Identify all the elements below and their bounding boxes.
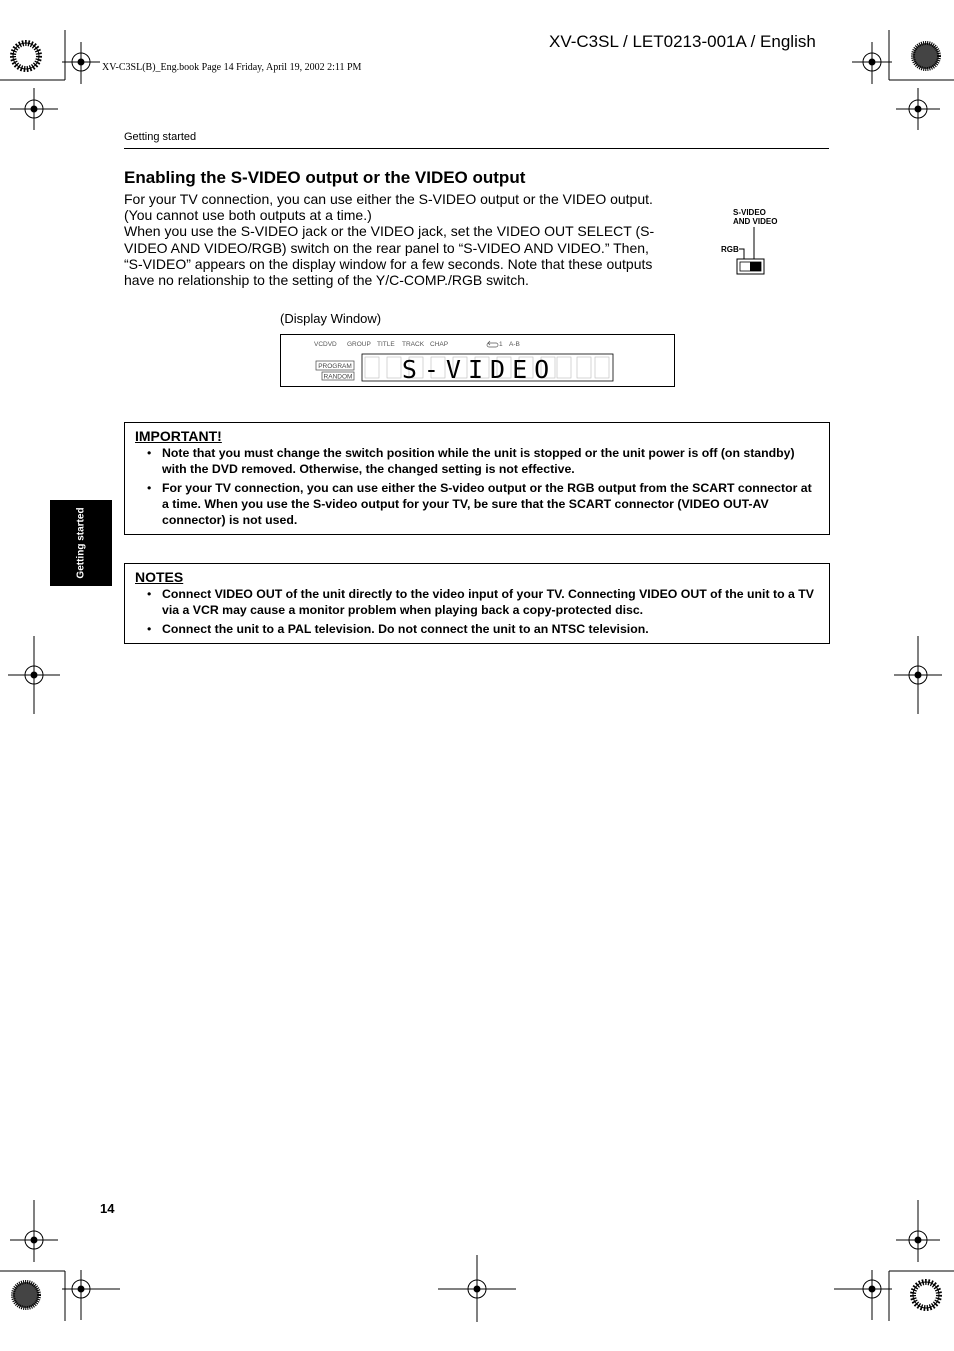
repeat-icon [487,341,498,347]
important-item: • Note that you must change the switch position while the unit is stopped or the unit power is off (on standby) with the DVD removed. Otherwise, the changed setting is not effective. [125,445,829,477]
document-title: XV-C3SL / LET0213-001A / English [549,32,816,51]
intro-paragraph-1: For your TV connection, you can use either the S-VIDEO output or the VIDEO output. (You cannot use both outputs at a time.) [124,191,653,224]
important-list [125,445,829,528]
important-item: • For your TV connection, you can use either the S-video output or the RGB output from the SCART connector at a time. When you use the S-video output for your TV, be sure that the SCART connector (VIDEO OUT-AV connector) is not used. [125,480,829,528]
switch-label-and-video: AND VIDEO [733,217,778,226]
display-window [280,334,675,387]
random-label: RANDOM [323,373,353,381]
notes-title: NOTES [135,569,184,585]
indicator-title: TITLE [377,341,395,348]
indicator-chap: CHAP [430,341,449,348]
switch-label-rgb: RGB [721,245,739,254]
section-heading: Enabling the S-VIDEO output or the VIDEO output [124,168,526,187]
program-label: PROGRAM [318,363,352,370]
side-tab [50,500,112,586]
intro-text [124,191,669,288]
notes-box [124,563,830,644]
important-title: IMPORTANT! [135,428,222,444]
indicator-repeat-1: 1 [499,341,503,348]
switch-knob [750,262,761,271]
indicator-vcdvd: VCDVD [314,341,337,348]
book-info-line: XV-C3SL(B)_Eng.book Page 14 Friday, April 19, 2002 2:11 PM [102,62,362,73]
video-out-select-switch-diagram [718,205,808,280]
note-item: • Connect VIDEO OUT of the unit directly to the video input of your TV. Connecting VIDEO OUT of the unit to a TV via a VCR may cause a monitor problem when playing back a copy-protected disc. [125,586,829,618]
indicator-a-b: A-B [509,341,520,348]
display-window-caption: (Display Window) [280,311,382,326]
display-window-graphic [281,335,674,386]
section-label: Getting started [124,131,197,143]
header-rule [124,148,829,149]
indicator-group: GROUP [347,341,371,348]
note-item: • Connect the unit to a PAL television. Do not connect the unit to an NTSC television. [125,621,829,637]
display-text: S-VIDEO [401,355,557,384]
important-box [124,422,830,535]
switch-label-svideo: S-VIDEO [733,208,766,217]
intro-paragraph-2: When you use the S-VIDEO jack or the VIDEO jack, set the VIDEO OUT SELECT (S-VIDEO AND VIDEO/RGB) switch on the rear panel to “S-VIDEO AND VIDEO.” Then, “S-VIDEO” appears on the display window for a few seconds. Note that these outputs have no relationship to the setting of the Y/C-COMP./RGB switch. [124,223,655,289]
page-number: 14 [100,1201,115,1216]
side-tab-label: Getting started [75,507,87,579]
indicator-track: TRACK [402,341,425,348]
notes-list [125,586,829,637]
